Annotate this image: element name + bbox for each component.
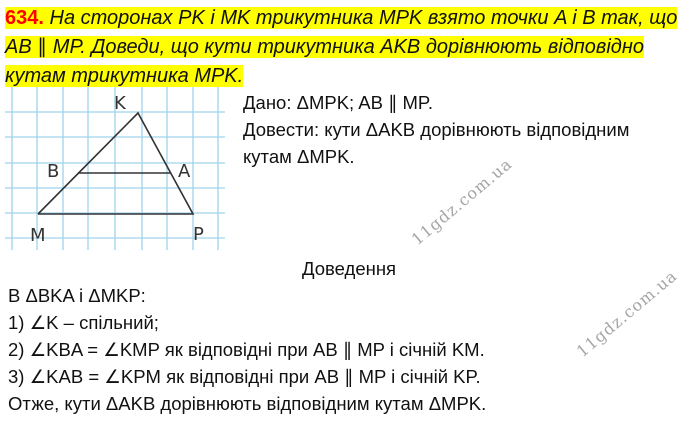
label-p: P: [193, 224, 204, 245]
proof-line: 1) ∠K – спільний;: [8, 312, 159, 333]
proof-line: В ΔBKA і ΔMKP:: [8, 285, 146, 306]
label-a: A: [178, 161, 191, 182]
proof-line: 2) ∠KBA = ∠KMP як відповідні при AB ∥ MP і січній KM.: [8, 339, 485, 360]
watermark: 11gdz.com.ua: [407, 154, 516, 249]
proof-line: 3) ∠KAB = ∠KPM як відповідні при AB ∥ MP і січній KP.: [8, 366, 481, 387]
proof-title: Доведення: [302, 258, 397, 279]
given-line-3: кутам ΔMPK.: [243, 146, 355, 167]
task-number: 634.: [5, 7, 44, 29]
label-m: M: [30, 225, 46, 246]
proof-line: Отже, кути ΔAKB дорівнюють відповідним кутам ΔMPK.: [8, 393, 487, 414]
triangle-figure: [0, 85, 240, 275]
task-line-3: кутам трикутника MPK.: [5, 65, 244, 87]
given-line-2: Довести: кути ΔAKB дорівнюють відповідним: [243, 119, 630, 140]
label-k: K: [114, 93, 126, 114]
label-b: B: [47, 161, 60, 182]
task-statement: [5, 4, 677, 91]
watermark: 11gdz.com.ua: [572, 266, 681, 361]
task-line-1: На сторонах PK і MK трикутника MPK взято точки A і B так, що: [49, 7, 678, 29]
given-line-1: Дано: ΔMPK; AB ∥ MP.: [243, 92, 434, 113]
task-line-2: AB ∥ MP. Доведи, що кути трикутника AKB дорівнюють відповідно: [5, 36, 644, 58]
